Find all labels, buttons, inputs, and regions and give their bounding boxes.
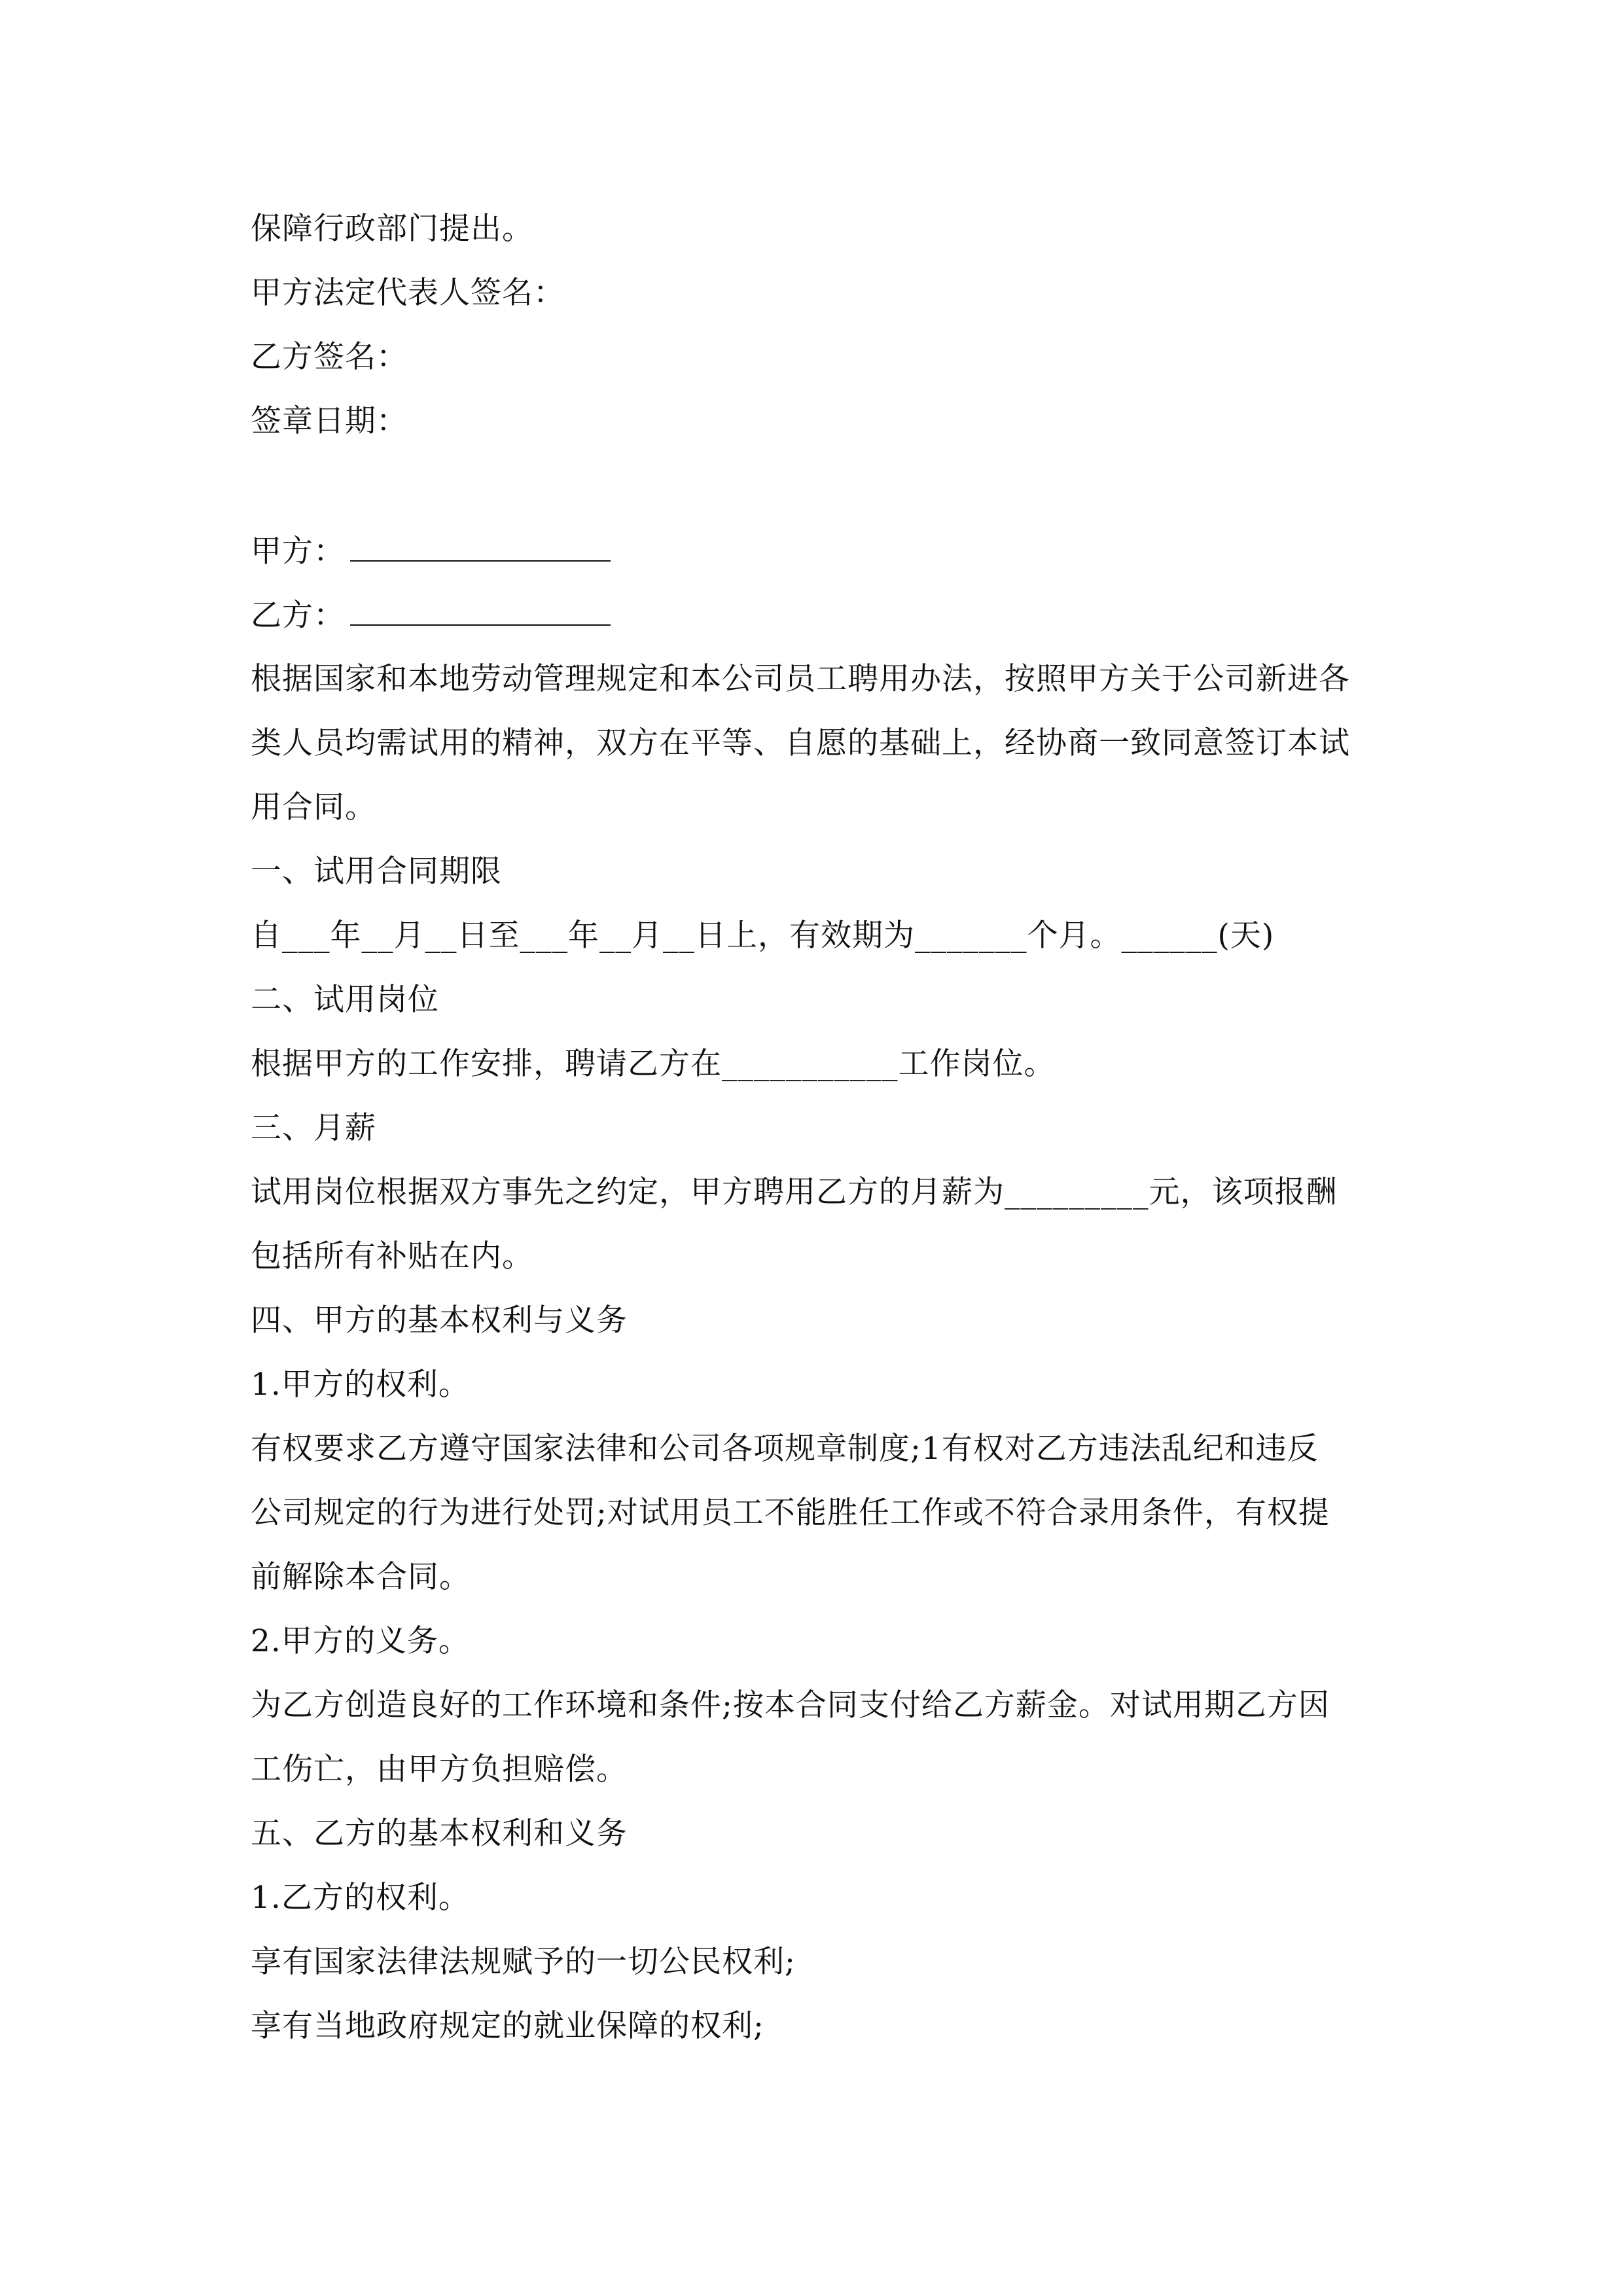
paragraph-line: 有权要求乙方遵守国家法律和公司各项规章制度;1有权对乙方违法乱纪和违反 xyxy=(251,1431,1319,1467)
paragraph-line: 公司规定的行为进行处罚;对试用员工不能胜任工作或不符合录用条件，有权提 xyxy=(251,1495,1330,1531)
paragraph-line: 根据甲方的工作安排，聘请乙方在___________工作岗位。 xyxy=(251,1046,1056,1082)
party-b-field xyxy=(251,596,611,636)
section-heading: 三、月薪 xyxy=(251,1110,376,1146)
text-line: 保障行政部门提出。 xyxy=(251,211,533,247)
paragraph-line: 工伤亡，由甲方负担赔偿。 xyxy=(251,1751,628,1787)
party-b-signature-line: 乙方签名： xyxy=(251,339,408,375)
subsection-heading: 2.甲方的义务。 xyxy=(251,1623,470,1659)
party-b-label: 乙方： xyxy=(251,598,345,634)
party-a-label: 甲方： xyxy=(251,533,345,569)
party-b-blank xyxy=(350,596,611,626)
subsection-heading: 1.甲方的权利。 xyxy=(251,1367,470,1403)
paragraph-line: 前解除本合同。 xyxy=(251,1559,471,1595)
seal-date-line: 签章日期： xyxy=(251,403,408,439)
paragraph-line: 根据国家和本地劳动管理规定和本公司员工聘用办法，按照甲方关于公司新进各 xyxy=(251,661,1350,697)
party-a-field xyxy=(251,531,611,571)
section-heading: 一、试用合同期限 xyxy=(251,853,502,889)
paragraph-line: 类人员均需试用的精神，双方在平等、自愿的基础上，经协商一致同意签订本试 xyxy=(251,725,1350,761)
paragraph-line: 试用岗位根据双方事先之约定，甲方聘用乙方的月薪为_________元，该项报酬 xyxy=(251,1174,1338,1210)
paragraph-line: 享有国家法律法规赋予的一切公民权利; xyxy=(251,1944,796,1980)
paragraph-line: 享有当地政府规定的就业保障的权利; xyxy=(251,2008,764,2044)
paragraph-line: 用合同。 xyxy=(251,789,376,825)
section-heading: 四、甲方的基本权利与义务 xyxy=(251,1302,628,1338)
section-heading: 二、试用岗位 xyxy=(251,982,439,1018)
party-a-blank xyxy=(350,531,611,562)
party-a-signature-line: 甲方法定代表人签名： xyxy=(251,275,565,311)
subsection-heading: 1.乙方的权利。 xyxy=(251,1880,470,1916)
paragraph-line: 为乙方创造良好的工作环境和条件;按本合同支付给乙方薪金。对试用期乙方因 xyxy=(251,1687,1330,1723)
section-heading: 五、乙方的基本权利和义务 xyxy=(251,1816,628,1852)
paragraph-line: 包括所有补贴在内。 xyxy=(251,1238,533,1274)
paragraph-line: 自___年__月__日至___年__月__日上，有效期为_______个月。______(天) xyxy=(251,918,1275,954)
